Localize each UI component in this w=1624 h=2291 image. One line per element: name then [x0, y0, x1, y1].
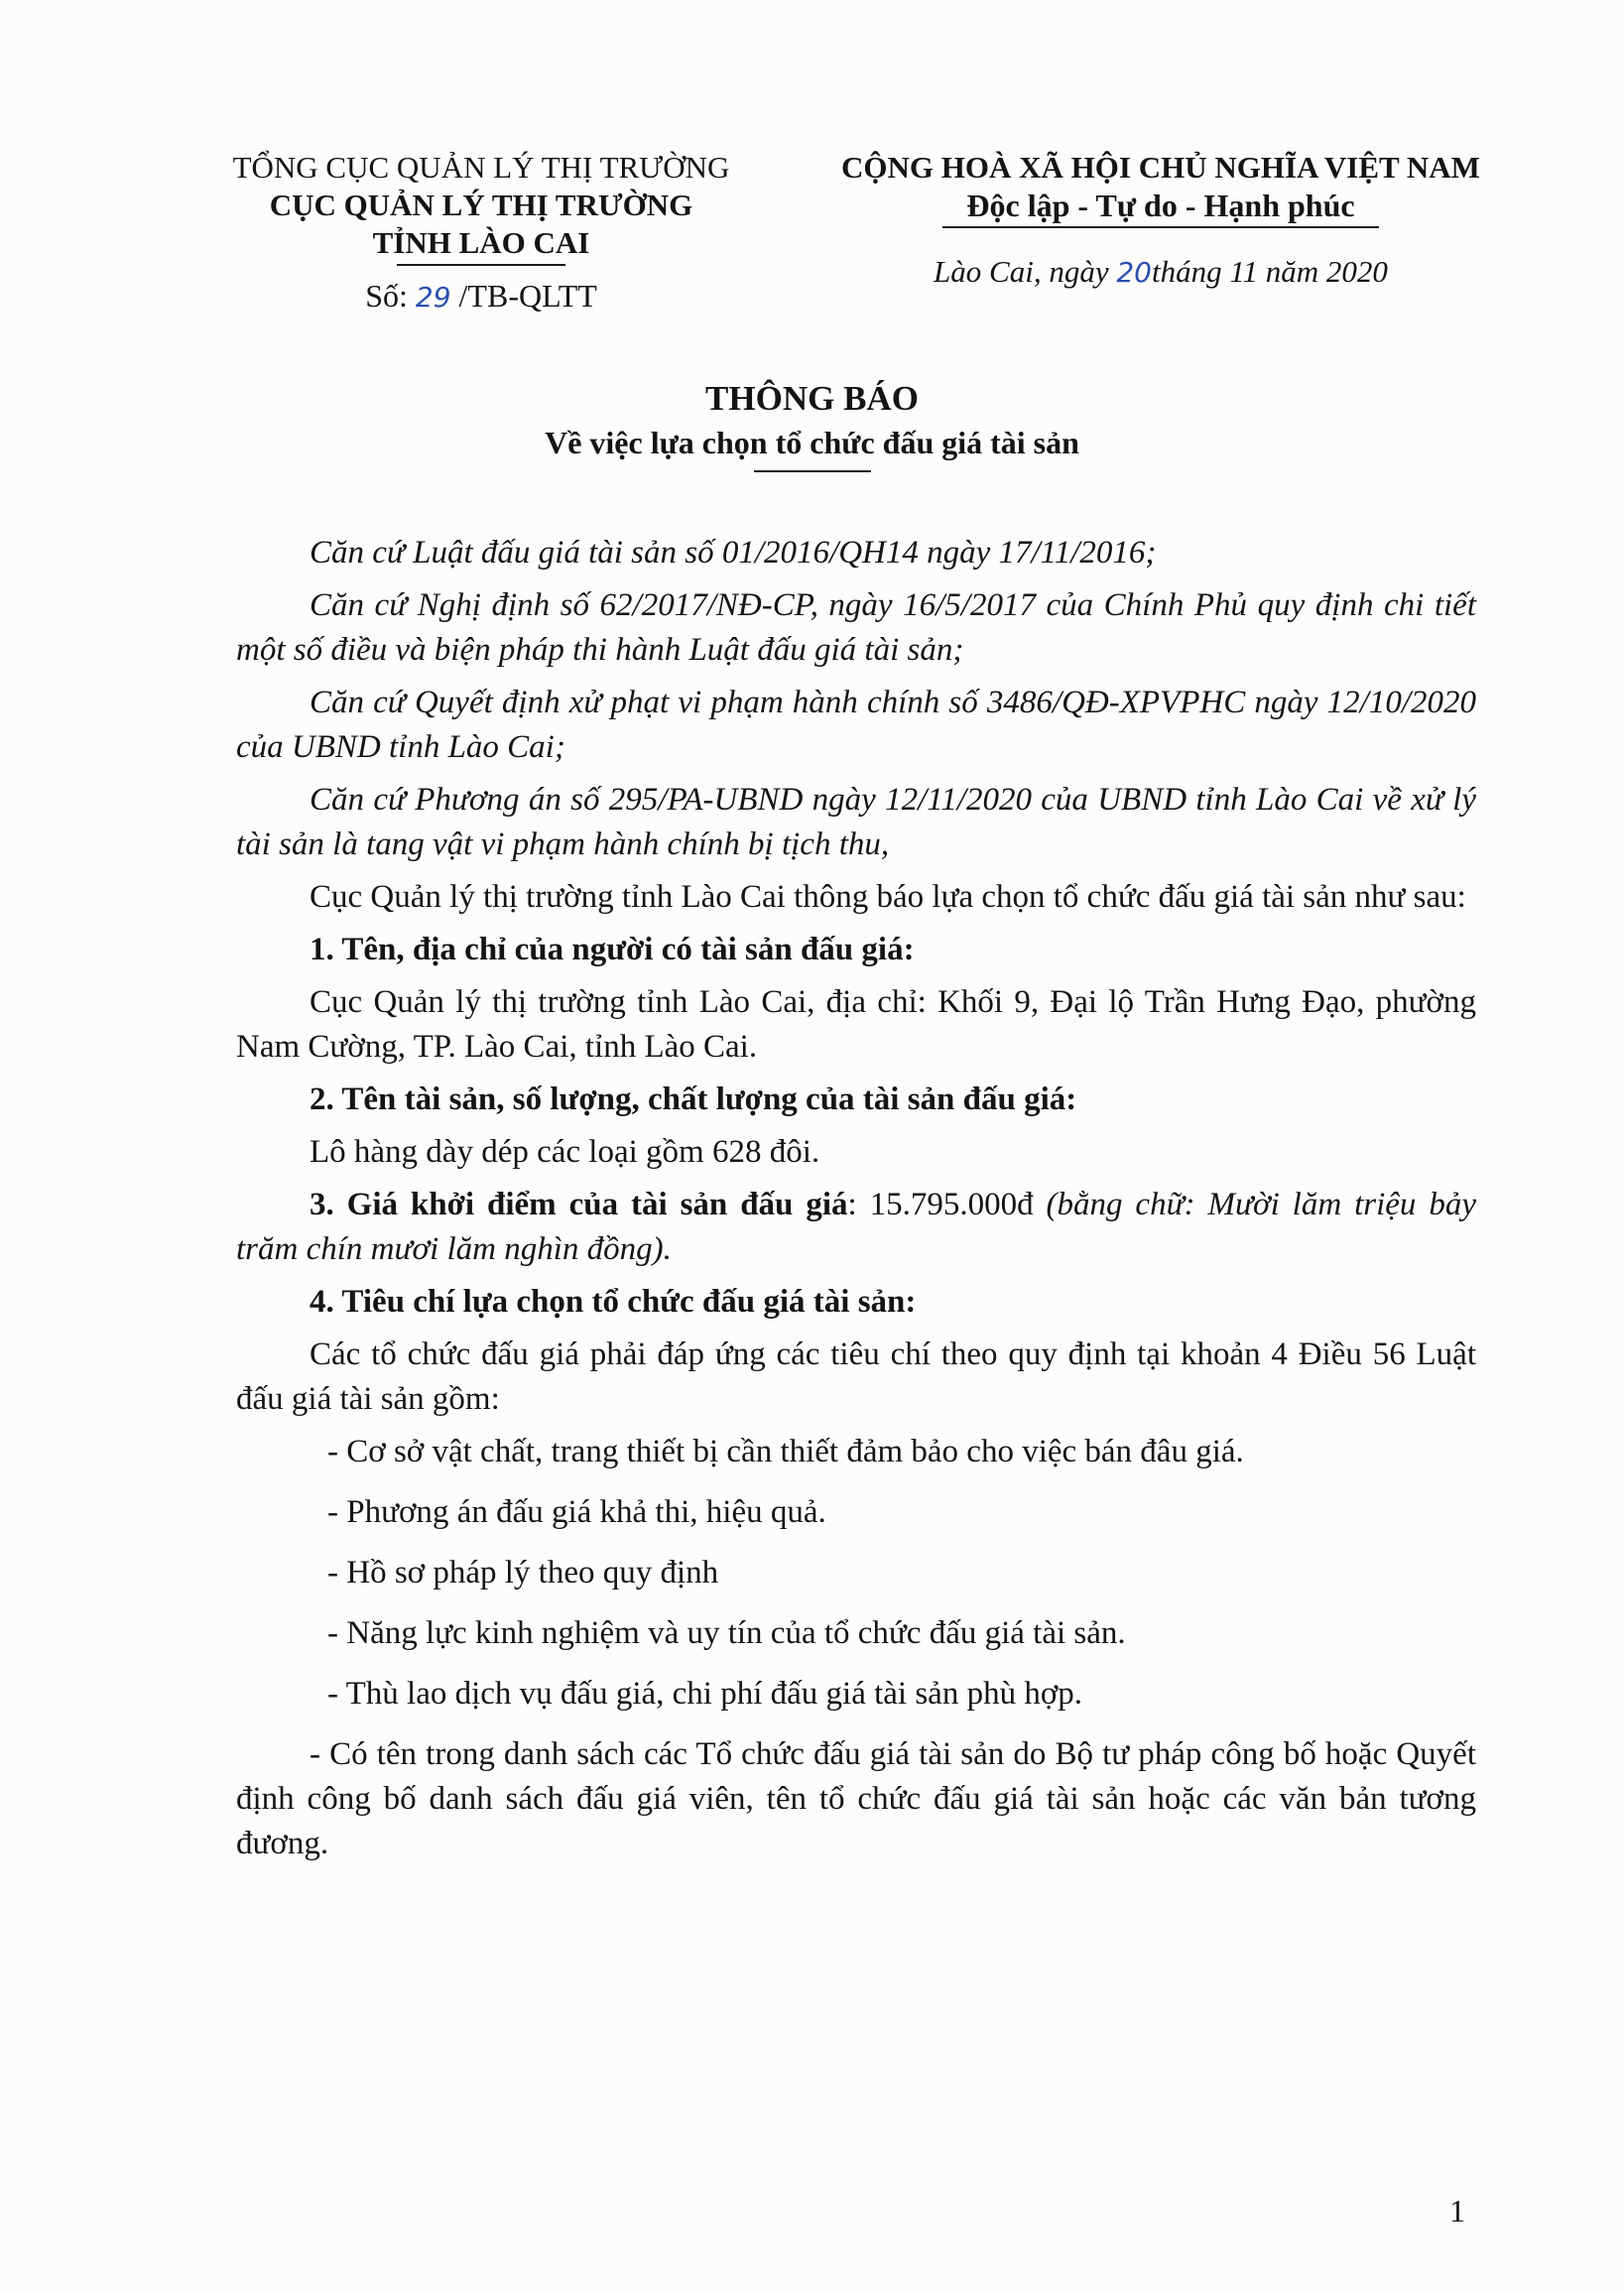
document-number-handwritten: 29	[415, 281, 451, 314]
criteria-item-1: - Cơ sở vật chất, trang thiết bị cần thiết đảm bảo cho việc bán đâu giá.	[327, 1434, 1244, 1469]
section-4-text: Các tổ chức đấu giá phải đáp ứng các tiêu chí theo quy định tại khoản 4 Điều 56 Luật đấu giá tài sản gồm:	[236, 1336, 1476, 1417]
document-title: THÔNG BÁO	[705, 379, 919, 418]
section-1-text: Cục Quản lý thị trường tỉnh Lào Cai, địa chỉ: Khối 9, Đại lộ Trần Hưng Đạo, phường Nam Cường, TP. Lào Cai, tỉnh Lào Cai.	[236, 984, 1476, 1065]
agency-parent-name: TỔNG CỤC QUẢN LÝ THỊ TRƯỜNG	[232, 150, 730, 185]
section-2-heading: 2. Tên tài sản, số lượng, chất lượng của tài sản đấu giá:	[310, 1082, 1077, 1117]
intro-paragraph: Cục Quản lý thị trường tỉnh Lào Cai thông báo lựa chọn tổ chức đấu giá tài sản như sau:	[310, 879, 1466, 915]
document-body	[236, 531, 1476, 1874]
issuing-agency-block	[198, 149, 764, 315]
page-number: 1	[1449, 2193, 1465, 2228]
legal-basis-3: Căn cứ Quyết định xử phạt vi phạm hành chính số 3486/QĐ-XPVPHC ngày 12/10/2020 của UBND tỉnh Lào Cai;	[236, 685, 1476, 765]
document-subtitle: Về việc lựa chọn tổ chức đấu giá tài sản	[545, 425, 1079, 460]
national-motto-block	[813, 149, 1508, 290]
criteria-item-3: - Hồ sơ pháp lý theo quy định	[327, 1555, 719, 1591]
document-number-prefix: Số:	[365, 278, 408, 314]
date-day-handwritten: 20	[1116, 256, 1152, 289]
agency-province: TỈNH LÀO CAI	[372, 225, 590, 260]
agency-name: CỤC QUẢN LÝ THỊ TRƯỜNG	[269, 188, 693, 222]
document-number	[198, 278, 764, 315]
section-2-text: Lô hàng dày dép các loại gồm 628 đôi.	[310, 1134, 820, 1170]
motto: Độc lập - Tự do - Hạnh phúc	[966, 188, 1355, 223]
section-1-heading: 1. Tên, địa chỉ của người có tài sản đấu giá:	[310, 932, 915, 967]
criteria-item-4: - Năng lực kinh nghiệm và uy tín của tổ chức đấu giá tài sản.	[327, 1615, 1126, 1651]
section-3-paragraph	[236, 1183, 1476, 1272]
legal-basis-4: Căn cứ Phương án số 295/PA-UBND ngày 12/11/2020 của UBND tỉnh Lào Cai về xử lý tài sản là tang vật vi phạm hành chính bị tịch thu,	[236, 782, 1476, 862]
section-3-value: : 15.795.000đ	[847, 1187, 1047, 1222]
section-3-words: (bằng chữ: Mười lăm triệu bảy trăm chín mươi lăm nghìn đồng).	[236, 1187, 1476, 1267]
criteria-item-6: - Có tên trong danh sách các Tổ chức đấu giá tài sản do Bộ tư pháp công bố hoặc Quyết định công bố danh sách đấu giá viên, tên tổ chức đấu giá tài sản hoặc các văn bản tương đương.	[236, 1736, 1476, 1861]
section-4-heading: 4. Tiêu chí lựa chọn tổ chức đấu giá tài sản:	[310, 1284, 917, 1320]
motto-underline	[942, 226, 1379, 228]
criteria-item-5: - Thù lao dịch vụ đấu giá, chi phí đấu giá tài sản phù hợp.	[327, 1676, 1083, 1712]
title-underline	[754, 470, 871, 472]
date-suffix: tháng 11 năm 2020	[1151, 254, 1388, 289]
document-number-suffix: /TB-QLTT	[458, 278, 597, 314]
country-name: CỘNG HOÀ XÃ HỘI CHỦ NGHĨA VIỆT NAM	[841, 150, 1480, 185]
document-date	[813, 254, 1508, 290]
legal-basis-1: Căn cứ Luật đấu giá tài sản số 01/2016/QH14 ngày 17/11/2016;	[310, 535, 1157, 571]
title-block	[0, 377, 1624, 472]
date-prefix: Lào Cai, ngày	[934, 254, 1109, 289]
legal-basis-2: Căn cứ Nghị định số 62/2017/NĐ-CP, ngày 16/5/2017 của Chính Phủ quy định chi tiết một số điều và biện pháp thi hành Luật đấu giá tài sản;	[236, 587, 1476, 668]
criteria-item-2: - Phương án đấu giá khả thi, hiệu quả.	[327, 1494, 826, 1530]
agency-underline	[397, 264, 565, 266]
section-3-heading: 3. Giá khởi điểm của tài sản đấu giá	[310, 1187, 848, 1222]
